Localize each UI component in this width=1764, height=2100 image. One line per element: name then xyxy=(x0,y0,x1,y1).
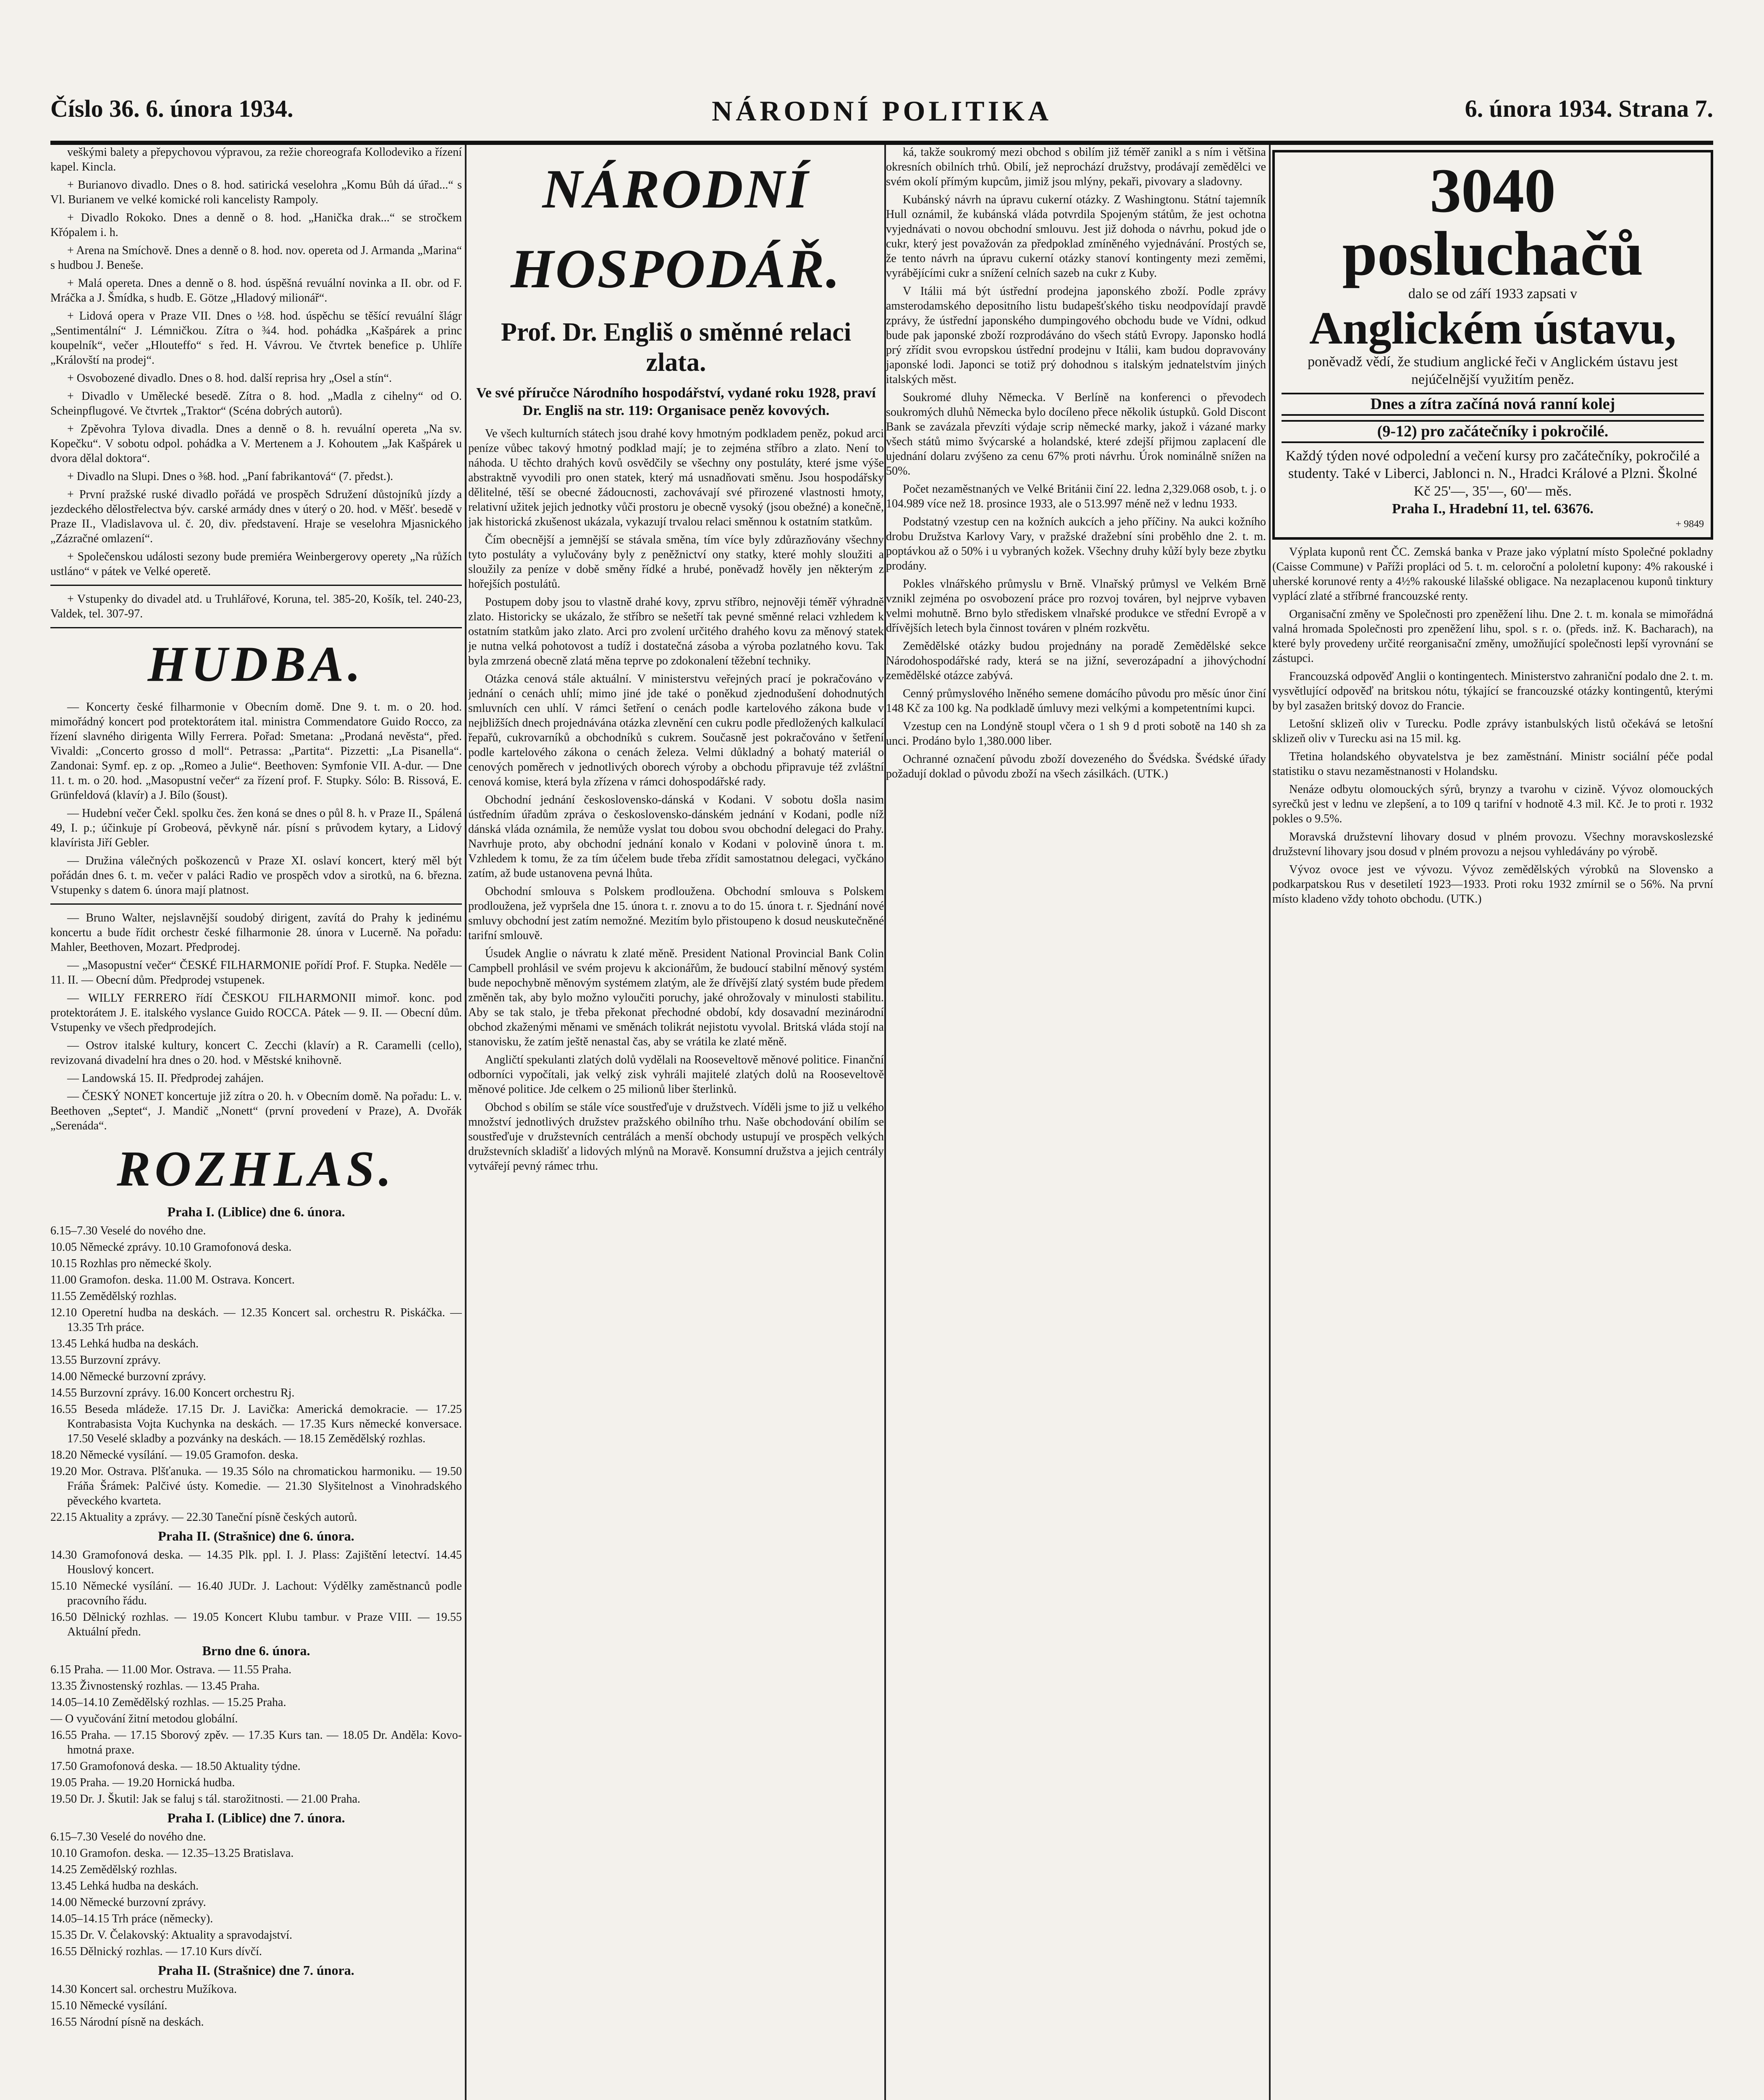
music-notice: — WILLY FERRERO řídí ČESKOU FILHARMONII mimoř. konc. pod protektorátem J. E. italského vyslance Guido ROCCA. Pátek — 9. II. — Obecní dům. Vstupenky ve všech předprodejích. xyxy=(50,992,462,1034)
article-paragraph: Obchodní smlouva s Polskem prodloužena. Obchodní smlouva s Polskem prodloužena, jež vypršela dne 15. února t. r. znovu a to do 15. února t. r. Sjednání nové smluvy obchodní jest zatím nemožné. Mezitím bylo přistoupeno k dosud neuskutečněné tarifní smlouvě. xyxy=(468,885,884,942)
news-item: Počet nezaměstnaných ve Velké Británii činí 22. ledna 2,329.068 osob, t. j. o 104.989 více než 18. prosince 1933, ale o 513.997 méně než v lednu 1933. xyxy=(886,483,1266,510)
music-notice: — Ostrov italské kultury, koncert C. Zecchi (klavír) a R. Caramelli (cello), revizovaná divadelní hra dnes o 20. hod. v Městské knihovně. xyxy=(50,1039,462,1067)
schedule-entry: 19.05 Praha. — 19.20 Hornická hudba. xyxy=(50,1776,235,1789)
article-headline: Prof. Dr. Engliš o směnné relaci zlata. xyxy=(501,318,852,377)
schedule-entry: 17.50 Gramofonová deska. — 18.50 Aktuality týdne. xyxy=(50,1760,301,1773)
article-paragraph: Otázka cenová stále aktuální. V ministerstvu veřejných prací je pokračováno v jednání o cenách uhlí; mimo jiné jde také o poněkud zjednodušení dohodnutých smluvních cen uhlí. V rámci šetření o cenách podle kartelového zákona bude v nejbližších dnech projednávána otázka zlevnění cen cukru podle předložených kalkulací řepařů, cukrovarníků a obchodníků s cukrem. Současně jest pokračováno v šetření podle kartelového zákona o cenách železa. Velmi důkladný a bohatý materiál o cenových poměrech v jednotlivých oborech výroby a obchodu připravuje též zvláštní cenová komise, která byla zřízena v rámci dohospodářské rady. xyxy=(468,672,884,788)
divider xyxy=(50,585,462,586)
theatre-notice: + Malá opereta. Dnes a denně o 8. hod. úspěšná revuální novinka a II. obr. od F. Mráčka a J. Šmídka, s hudb. E. Götze „Hladový milionář“. xyxy=(50,277,462,304)
news-item: Pokles vlnářského průmyslu v Brně. Vlnařský průmysl ve Velkém Brně vznikl zejména po osvobození práce pro rozvoj továren, byl nejprve vybaven velmi mohutně. Brno bylo střediskem vlnařské produkce ve střední Evropě a v dřívějších letech byla činnost továren v plném rozkvětu. xyxy=(886,578,1266,635)
news-item: Cenný průmyslového lněného semene domácího původu pro měsíc únor činí 148 Kč za 100 kg. Na podkladě úmluvy mezi velkými a kompetentními kupci. xyxy=(886,687,1266,715)
theatre-notice: + Divadlo Rokoko. Dnes a denně o 8. hod. „Hanička drak...“ se stročkem Křópalem i. h. xyxy=(50,211,462,239)
article-paragraph: Obchod s obilím se stále více soustřeďuje v družstvech. Víděli jsme to již u velkého množství jednotlivých družstev pražského obilního trhu. Naše obchodování obilím se soustřeďuje v družstevních centrálách a menší obchody ustupují ve prospěch velkých družstevních skladišť a lidových mlýnů na Moravě. Konsumní družstva a jejich centrály vytvářejí pevný rámec trhu. xyxy=(468,1101,884,1173)
ad-headline: 3040 posluchačů xyxy=(1342,156,1643,289)
news-item: Moravská družstevní lihovary dosud v plném provozu. Všechny moravskoslezské družstevní lihovary jsou dosud v plném provozu a nejsou vyhledávány po výrobě. xyxy=(1272,830,1713,858)
masthead xyxy=(50,90,1713,145)
schedule-entry: 14.55 Burzovní zprávy. 16.00 Koncert orchestru Rj. xyxy=(50,1386,295,1399)
column-divider xyxy=(1269,145,1271,2100)
ad-text: Každý týden nové odpolední a večení kursy pro začátečníky, pokročilé a studenty. Také v Liberci, Jablonci n. N., Hradci Králové a Plzni. Školné Kč 25'—, 35'—, 60'— měs. xyxy=(1285,448,1700,499)
divider xyxy=(50,627,462,628)
column-economy xyxy=(468,145,884,2100)
schedule-entry: 14.25 Zemědělský rozhlas. xyxy=(50,1863,177,1876)
schedule-entry: 14.00 Německé burzovní zprávy. xyxy=(50,1370,206,1383)
article-lead: Ve své příručce Národního hospodářství, vydané roku 1928, praví Dr. Engliš na str. 119: Organisace peněz kovových. xyxy=(476,385,876,418)
schedule-entry: 11.55 Zemědělský rozhlas. xyxy=(50,1290,177,1303)
page-number: 6. února 1934. Strana 7. xyxy=(1465,95,1713,122)
ticket-notice: + Vstupenky do divadel atd. u Truhlářové, Koruna, tel. 385-20, Košík, tel. 240-23, Valdek, tel. 307-97. xyxy=(50,593,462,620)
column-ads-news xyxy=(1272,145,1713,2100)
schedule-entry: 16.55 Dělnický rozhlas. — 17.10 Kurs dívčí. xyxy=(50,1945,262,1958)
section-title-radio: ROZHLAS. xyxy=(117,1141,396,1197)
music-notice: — ČESKÝ NONET koncertuje již zítra o 20. h. v Obecním domě. Na pořadu: L. v. Beethoven „Septet“, J. Mandič „Nonett“ (první provedení v Praze), A. Dvořák „Serenáda“. xyxy=(50,1090,462,1132)
theatre-notice: + Burianovo divadlo. Dnes o 8. hod. satirická veselohra „Komu Bůh dá úřad...“ s Vl. Burianem ve velké komické roli kancelisty Rampoly. xyxy=(50,178,462,206)
ad-callout: Dnes a zítra začíná nová ranní kolej xyxy=(1282,393,1704,416)
music-notice: — „Masopustní večer“ ČESKÉ FILHARMONIE pořídí Prof. F. Stupka. Neděle — 11. II. — Obecní dům. Předprodej vstupenek. xyxy=(50,959,462,987)
schedule-entry: 14.30 Gramofonová deska. — 14.35 Plk. ppl. I. J. Plass: Zajištění letectví. 14.45 Houslový koncert. xyxy=(50,1549,462,1576)
news-item: Soukromé dluhy Německa. V Berlíně na konferenci o převodech soukromých dluhů Německa bylo docíleno přece několik ústupků. Gold Discont Bank se zavázala převzíti výdaje scrip německé marky, jakož i vázané marky všech států mimo švýcarské a holandské, které zdejší přijmou zaplacení dle ujednání dolaru zvýšeno za cenu 67% proti návrhu. Úrok nominálně snížen na 50%. xyxy=(886,391,1266,478)
theatre-notice: + Arena na Smíchově. Dnes a denně o 8. hod. nov. opereta od J. Armanda „Marina“ s hudbou J. Beneše. xyxy=(50,244,462,272)
article-paragraph: Obchodní jednání československo-dánská v Kodani. V sobotu došla nasim ústředním úřadům zpráva o československo-dánském jednání v Kodani, podle níž dánská vláda oznámila, že nemůže vyslat tou dobou svou obchodní delegaci do Prahy. Navrhuje proto, aby obchodní jednání konalo v Kodani v polovině února t. m. Vzhledem k tomu, že za tím účelem bude třeba zřídit samostatnou delegaci, vyčkáno zatím, až bude ustanovena pevná lhůta. xyxy=(468,793,884,880)
schedule-entry: 14.30 Koncert sal. orchestru Mužíkova. xyxy=(50,1983,237,1996)
schedule-entry: 19.20 Mor. Ostrava. Plšťanuka. — 19.35 Sólo na chromatickou harmoniku. — 19.50 Fráňa Šrámek: Palčivé ústy. Komedie. — 21.30 Slyšitelnost a Vinohradského pěveckého kvarteta. xyxy=(50,1465,462,1507)
theatre-notice: + Zpěvohra Tylova divadla. Dnes a denně o 8. h. revuální opereta „Na sv. Kopečku“. V sobotu odpol. pohádka a V. Mertenem a J. Kohoutem „Jak Kašpárek u dvora dělal doktora“. xyxy=(50,423,462,465)
article-paragraph: Úsudek Anglie o návratu k zlaté měně. President National Provincial Bank Colin Campbell prohlásil ve svém projevu k akcionářům, že budoucí stabilní měnový systém bude nepochybně měnovým systémem zlatým, ale že dřívější zlatý systém bude předem změněn tak, aby bylo možno vyloučiti poruchy, jaké ohrožovaly v minulosti stabilitu. Aby se tak stalo, je třeba překonat přechodné období, kdy dosavadní mezinárodní obchod zkaženými měnami ve směnách tolikrát nejistotu vyvolal. Britská vláda stojí na stanovisku, že zatím ještě nenastal čas, aby se vrátila ke zlaté měně. xyxy=(468,947,884,1048)
schedule-entry: 10.15 Rozhlas pro německé školy. xyxy=(50,1257,212,1270)
ad-headline: Anglickém ústavu, xyxy=(1309,302,1676,354)
news-item: V Itálii má být ústřední prodejna japonského zboží. Podle zprávy amsterodamského depositního listu budapešťského tisku neodpovídají pravdě zprávy, že ústřední japonského dumpingového obchodu bude ve Vídni, odkud bude pak japonské zboží rozprodáváno do všech států Evropy. Japonsko hodlá prý zřídit svou evropskou ústřední prodejnu v Itálii, kam budou dopravovány japonské lodi. Japonci se totiž prý dohodnou s italským jednatelstvím jiných italských měst. xyxy=(886,285,1266,386)
schedule-entry: 15.35 Dr. V. Čelakovský: Aktuality a spravodajství. xyxy=(50,1929,293,1942)
schedule-entry: 14.05–14.15 Trh práce (německy). xyxy=(50,1912,213,1925)
schedule-entry: 6.15–7.30 Veselé do nového dne. xyxy=(50,1830,206,1843)
ad-text: poněvadž vědí, že studium anglické řeči v Anglickém ústavu jest nejúčelnější využitím peněz. xyxy=(1308,354,1678,387)
news-item: Vzestup cen na Londýně stoupl včera o 1 sh 9 d proti sobotě na 140 sh za unci. Prodáno bylo 1,380.000 liber. xyxy=(886,720,1266,748)
schedule-entry: 16.55 Národní písně na deskách. xyxy=(50,2016,204,2029)
news-item: Nenáze odbytu olomouckých sýrů, brynzy a tvarohu v cizině. Vývoz olomouckých syrečků jest v lednu ve zlepšení, a to 109 q tarifní v hodnotě 4.3 mil. Kč. Je to proti r. 1932 pokles o 9.5%. xyxy=(1272,783,1713,825)
news-item: Kubánský návrh na úpravu cukerní otázky. Z Washingtonu. Státní tajemník Hull oznámil, že kubánská vláda potvrdila Spojeným státům, že jest ochotna vyjednávati o novou obchodní smlouvu. Jest již dohoda o návrhu, pokud jde o cukr, který jest považován za předpoklad zmíněného vyjednávání. Prostých se, že tento návrh na úpravu cukerní otázky stanoví kontingenty mezi zeměmi, vyrábějícími cukr a snížení celních sazeb na cukr z Kuby. xyxy=(886,193,1266,280)
schedule-entry: 6.15–7.30 Veselé do nového dne. xyxy=(50,1224,206,1237)
schedule-entry: 10.10 Gramofon. deska. — 12.35–13.25 Bratislava. xyxy=(50,1847,294,1860)
theatre-notice: + Lidová opera v Praze VII. Dnes o ½8. hod. úspěchu se těšící revuální šlágr „Sentimentální“ J. Lémničkou. Zítra o ¾4. hod. pohádka „Kašpárek a princ koupelník“, večer „Hlouteffo“ s řed. H. Vávrou. Ve čtvrtek benefice p. Uhlíře „Královští na prodej“. xyxy=(50,310,462,367)
schedule-heading: Praha I. (Liblice) dne 7. února. xyxy=(167,1810,345,1825)
news-item: Ochranné označení původu zboží dovezeného do Švédska. Švédské úřady požadují doklad o původu zboží na všech zásilkách. (UTK.) xyxy=(886,753,1266,780)
column-theatre-music-radio xyxy=(50,145,462,2100)
news-item: Výplata kuponů rent ČC. Zemská banka v Praze jako výplatní místo Společné pokladny (Caisse Commune) v Paříži propláci od 5. t. m. celoroční a pololetní kupony: 4% rakouské i uherské korunové renty a 4½% rakouské lilašské obligace. Na nezaplacenou kuponů tinktury vyplácí zlaté a stříbrné francouzské renty. xyxy=(1272,546,1713,603)
article-paragraph: Angličtí spekulanti zlatých dolů vydělali na Rooseveltově měnové politice. Finanční odborníci vypočítali, jak velký zisk vyhráli majitelé zlatých dolů na Rooseveltově měnové politice. Jde celkem o 25 milionů liber šterlinků. xyxy=(468,1053,884,1096)
schedule-entry: 19.50 Dr. J. Škutil: Jak se faluj s tál. starožitnosti. — 21.00 Praha. xyxy=(50,1793,361,1806)
music-notice: — Hudební večer Čekl. spolku čes. žen koná se dnes o půl 8. h. v Praze II., Spálená 49, I. p.; účinkuje pí Grobeová, pěvkyně nár. písní s průvodem kytary, a Lidový klavírista Jiří Gebler. xyxy=(50,807,462,849)
news-item: Francouzská odpověď Anglii o kontingentech. Ministerstvo zahraniční podalo dne 2. t. m. vysvětlující odpověď na britskou nótu, týkající se francouzské otázky kontingentů, kterými by byl zasažen britský dovoz do Francie. xyxy=(1272,670,1713,712)
music-notice: — Bruno Walter, nejslavnější soudobý dirigent, zavítá do Prahy k jedinému koncertu a bude řídit orchestr české filharmonie 28. února v Lucerně. Na pořadu: Mahler, Beethoven, Mozart. Předprodej. xyxy=(50,911,462,954)
music-notice: — Landowská 15. II. Předprodej zahájen. xyxy=(67,1072,264,1085)
schedule-entry: — O vyučování žitní metodou globální. xyxy=(50,1712,238,1725)
news-item: Letošní sklizeň oliv v Turecku. Podle zprávy istanbulských listů očekává se letošní sklizeň oliv v Turecku asi na 15 mil. kg. xyxy=(1272,717,1713,745)
news-item: ká, takže soukromý mezi obchod s obilím již téměř zanikl a s ním i většina okresních obilních trhů. Obilí, jež neprochází družstvy, prodávají zemědělci ve svém okolí přímým kupcům, jimiž jsou mlýny, pekaři, pivovary a sladovny. xyxy=(886,146,1266,188)
article-paragraph: Ve všech kulturních státech jsou drahé kovy hmotným podkladem peněz, pokud arci peníze vůbec takový hmotný podklad mají; je to zejména stříbro a zlato. Není to náhoda. U těchto drahých kovů osvědčily se všechny ony postuláty, které jsme výše abstraktně vyvodili pro onen statek, který má usnadňovati směnu. Jsou hospodářsky dělitelné, těší se obecné žádoucnosti, zachovávají své přirozené vlastnosti hmoty, relativní užitek jejich jednotky vůči prostoru je obecně vysoký (jsou obežné) a konečně, jak historická zkušenost ukázala, vykazují trvalou relaci směnnou k ostatním statkům. xyxy=(468,427,884,528)
advertisement-english-institute xyxy=(1272,150,1713,540)
schedule-entry: 18.20 Německé vysílání. — 19.05 Gramofon. deska. xyxy=(50,1449,299,1462)
theatre-notice: + Divadlo na Slupi. Dnes o ⅜8. hod. „Paní fabrikantová“ (7. předst.). xyxy=(67,470,393,483)
schedule-entry: 14.05–14.10 Zemědělský rozhlas. — 15.25 Praha. xyxy=(50,1696,286,1709)
theatre-notice: + Divadlo v Umělecké besedě. Zítra o 8. hod. „Madla z cihelny“ od O. Scheinpflugové. Ve čtvrtek „Traktor“ (Scéna dobrých autorů). xyxy=(50,390,462,417)
schedule-entry: 16.55 Praha. — 17.15 Sborový zpěv. — 17.35 Kurs tan. — 18.05 Dr. Anděla: Kovo-hmotná praxe. xyxy=(50,1729,462,1756)
issue-number: Číslo 36. 6. února 1934. xyxy=(50,95,294,122)
news-item: Vývoz ovoce jest ve vývozu. Vývoz zemědělských výrobků na Slovensko a podkarpatskou Rus v desetiletí 1923—1933. Proti roku 1932 zmírnil se o 56%. Na první místo kladeno vždy tohoto obchodu. (UTK.) xyxy=(1272,863,1713,906)
news-item: Podstatný vzestup cen na kožních aukcích a jeho příčiny. Na aukci kožního drobu Družstva Karlovy Vary, v pražské dražební síni proběhlo dne 2. t. m. poptávkou až o 50% i u vybraných kožek. Všechny druhy kůží byly beze zbytku prodány. xyxy=(886,515,1266,572)
schedule-entry: 13.35 Živnostenský rozhlas. — 13.45 Praha. xyxy=(50,1680,260,1693)
ad-address: Praha I., Hradební 11, tel. 63676. xyxy=(1392,501,1594,517)
schedule-heading: Brno dne 6. února. xyxy=(202,1643,310,1658)
schedule-entry: 16.55 Beseda mládeže. 17.15 Dr. J. Lavička: Americká demokracie. — 17.25 Kontrabasista Vojta Kuchynka na deskách. — 17.35 Kurs německé konversace. 17.50 Veselé skladby a pozvánky na deskách. — 18.15 Zemědělský rozhlas. xyxy=(50,1403,462,1445)
divider xyxy=(50,903,462,905)
section-title-economy: NÁRODNÍ HOSPODÁŘ. xyxy=(511,158,841,299)
theatre-notice: + Společenskou události sezony bude premiéra Weinbergerovy operety „Na růžích ustláno“ v pátek ve Velké operetě. xyxy=(50,550,462,578)
ad-code: + 9849 xyxy=(1675,519,1704,530)
article-paragraph: Postupem doby jsou to vlastně drahé kovy, zprvu stříbro, nejnověji téměř výhradně zlato. Historicky se ukázalo, že stříbro se nešetří tak pevné směnné relaci vzhledem k ostatním statkům jako zlato. Arci pro zvolení určitého drahého kovu za měnový statek je nutna velká pohotovost a tudíž i dostatečná zásoba a výroba pozlatného kovu. Tak byla zmrzená obecně zlatá měna teprve po zdokonalení těžební techniky. xyxy=(468,596,884,667)
schedule-heading: Praha II. (Strašnice) dne 6. února. xyxy=(158,1528,354,1544)
newspaper-title: NÁRODNÍ POLITIKA xyxy=(712,95,1052,127)
schedule-entry: 10.05 Německé zprávy. 10.10 Gramofonová deska. xyxy=(50,1241,292,1254)
schedule-heading: Praha I. (Liblice) dne 6. února. xyxy=(167,1204,345,1219)
news-item: Organisační změny ve Společnosti pro zpeněžení lihu. Dne 2. t. m. konala se mimořádná valná hromada Společnosti pro zpeněžení lihu, spol. s r. o. (předs. inž. K. Bacharach), na které byly provedeny určité reorganisační změny, umožňující společnosti lepší vyrovnání se zástupci. xyxy=(1272,608,1713,665)
music-notice: — Koncerty české filharmonie v Obecním domě. Dne 9. t. m. o 20. hod. mimořádný koncert pod protektorátem ital. ministra Commendatore Guido Rocco, za řízení slavného dirigenta Willy Ferrera. Pořad: Smetana: „Prodaná nevěsta“, před. Vivaldi: „Concerto grosso d moll“. Petrassa: „Partita“. Pizzetti: „La Pisanella“. Zandonai: Symf. ep. z op. „Romeo a Julie“. Beethoven: Symfonie VII. A-dur. — Dne 11. t. m. o 20. hod. „Masopustní večer“ za řízení prof. F. Stupky. Sólo: B. Rissová, E. Grünfeldová (klavír) a J. Bílo (šoust). xyxy=(50,701,462,802)
schedule-entry: 13.45 Lehká hudba na deskách. xyxy=(50,1337,199,1350)
schedule-entry: 11.00 Gramofon. deska. 11.00 M. Ostrava. Koncert. xyxy=(50,1273,295,1286)
column-economy-news xyxy=(886,145,1266,2100)
news-item: Zemědělské otázky budou projednány na poradě Zemědělské sekce Národohospodářské rady, která se na jižní, severozápadní a jihovýchodní zemědělské otázce zabývá. xyxy=(886,640,1266,682)
schedule-entry: 13.55 Burzovní zprávy. xyxy=(50,1354,161,1367)
schedule-entry: 15.10 Německé vysílání. — 16.40 JUDr. J. Lachout: Výdělky zaměstnanců podle pracovního řádu. xyxy=(50,1580,462,1607)
column-divider xyxy=(465,145,467,2100)
schedule-entry: 14.00 Německé burzovní zprávy. xyxy=(50,1896,206,1909)
article-paragraph: Čím obecnější a jemnější se stávala směna, tím více byly zdůrazňovány všechny tyto postuláty a vylučovány byly z peněžnictví ony statky, které mohly sloužiti a sloužily za peníze v době směny řídké a hrubé, poněvadž hověly jen některým z hořejších postulátů. xyxy=(468,533,884,591)
schedule-entry: 12.10 Operetní hudba na deskách. — 12.35 Koncert sal. orchestru R. Piskáčka. — 13.35 Trh práce. xyxy=(50,1306,462,1334)
news-item: Třetina holandského obyvatelstva je bez zaměstnání. Ministr sociální péče podal statistiku o stavu nezaměstnanosti v Holandsku. xyxy=(1272,750,1713,778)
ad-text: dalo se od září 1933 zapsati v xyxy=(1408,286,1578,302)
schedule-entry: 6.15 Praha. — 11.00 Mor. Ostrava. — 11.55 Praha. xyxy=(50,1663,292,1676)
schedule-entry: 13.45 Lehká hudba na deskách. xyxy=(50,1880,199,1893)
theatre-notice: + První pražské ruské divadlo pořádá ve prospěch Sdružení důstojníků jízdy a jezdeckého dělostřelectva býv. carské armády dnes v úterý o 20. hod. v Měšť. besedě v Praze II., Vladislavova ul. č. 20, div. představení. Hraje se veselohra Mjasnického „Zázračné omlazení“. xyxy=(50,488,462,545)
schedule-entry: 15.10 Německé vysílání. xyxy=(50,1999,168,2012)
theatre-notice: + Osvobozené divadlo. Dnes o 8. hod. další reprisa hry „Osel a stín“. xyxy=(67,372,392,385)
schedule-heading: Praha II. (Strašnice) dne 7. února. xyxy=(158,1963,354,1978)
schedule-entry: 22.15 Aktuality a zprávy. — 22.30 Taneční písně českých autorů. xyxy=(50,1511,357,1524)
ad-callout: (9-12) pro začátečníky i pokročilé. xyxy=(1282,420,1704,443)
section-title-music: HUDBA. xyxy=(147,636,365,692)
schedule-entry: 16.50 Dělnický rozhlas. — 19.05 Koncert Klubu tambur. v Praze VIII. — 19.55 Aktuální předn. xyxy=(50,1611,462,1638)
music-notice: — Družina válečných poškozenců v Praze XI. oslaví koncert, který měl být pořádán dnes 6. t. m. večer v paláci Radio ve prospěch vdov a sirotků, na 6. března. Vstupenky s datem 6. února mají platnost. xyxy=(50,854,462,897)
paragraph: veškými balety a přepychovou výpravou, za režie choreografa Kollodeviko a řízení kapel. Kincla. xyxy=(50,146,462,173)
